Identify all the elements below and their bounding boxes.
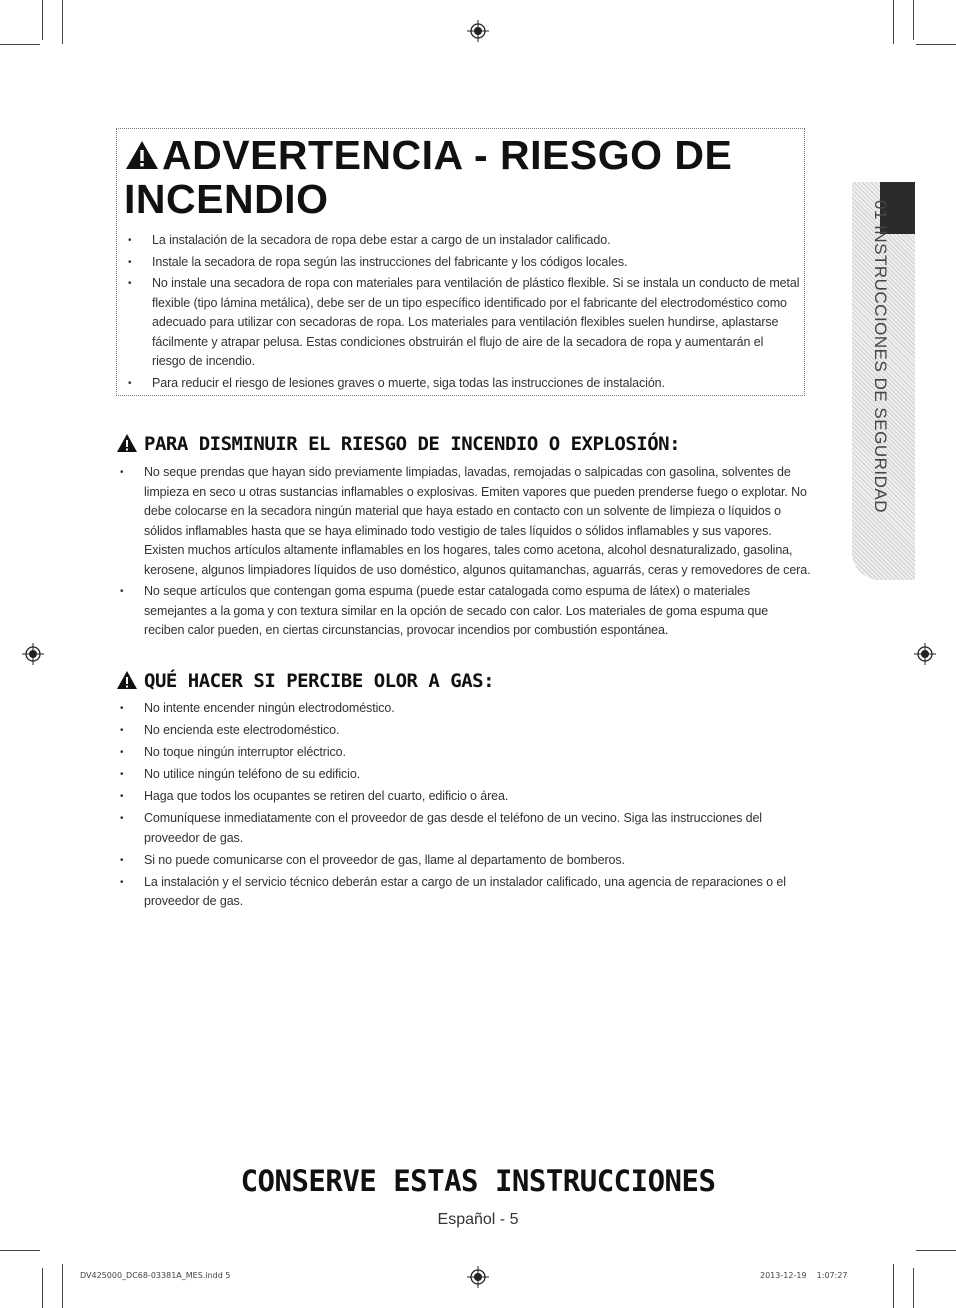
crop-mark: [42, 1268, 43, 1308]
crop-mark: [913, 0, 914, 40]
list-item: • La instalación y el servicio técnico deberán estar a cargo de un instalador calificado, una agencia de reparaciones o el proveedor de gas.: [116, 873, 786, 912]
warning-title-text: ADVERTENCIA - RIESGO DE INCENDIO: [124, 132, 733, 222]
crop-mark: [893, 1264, 894, 1308]
crop-mark: [0, 44, 40, 45]
list-item: • La instalación de la secadora de ropa debe estar a cargo de un instalador calificado.: [124, 231, 800, 251]
crop-mark: [916, 44, 956, 45]
section-title-explosion: [116, 432, 680, 456]
list-item: • Si no puede comunicarse con el proveedor de gas, llame al departamento de bomberos.: [116, 851, 786, 871]
section-title-text: PARA DISMINUIR EL RIESGO DE INCENDIO O EXPLOSIÓN:: [144, 433, 681, 455]
list-item: • No seque artículos que contengan goma espuma (puede estar catalogada como espuma de látex) o materiales semejantes a la goma y con textura similar en la opción de secado con calor. Los materiales de goma espuma que reciben calor pueden, en ciertas circunstancias, provocar incendios por combustión espontánea.: [116, 582, 811, 641]
crop-mark: [0, 1250, 40, 1251]
list-item: • No instale una secadora de ropa con materiales para ventilación de plástico flexible. Si se instala un conducto de metal flexible (tipo lámina metálica), debe ser de un tipo específico identificado por el fabricante del electrodoméstico como adecuado para utilizar con secadoras de ropa. Los materiales para ventilación flexibles suelen hundirse, aplastarse fácilmente y atrapar pelusa. Estas condiciones obstruirán el flujo de aire de la secadora de ropa y aumentarán el riesgo de incendio.: [124, 274, 800, 372]
gas-list: [116, 699, 786, 912]
section-title-gas: [116, 669, 494, 693]
list-item: • Haga que todos los ocupantes se retiren del cuarto, edificio o área.: [116, 787, 786, 807]
date-slug: 2013-12-19 1:07:27: [760, 1271, 848, 1280]
side-tab-label: 01 INSTRUCCIONES DE SEGURIDAD: [871, 200, 890, 513]
crop-mark: [62, 0, 63, 44]
list-item: • Para reducir el riesgo de lesiones graves o muerte, siga todas las instrucciones de instalación.: [124, 374, 800, 394]
explosion-list: [116, 463, 811, 641]
warning-triangle-icon: [124, 139, 160, 171]
warning-list: [124, 231, 800, 393]
list-item: • No encienda este electrodoméstico.: [116, 721, 786, 741]
registration-mark-icon: [467, 1266, 489, 1288]
warning-title: [124, 133, 794, 221]
list-item: • No utilice ningún teléfono de su edificio.: [116, 765, 786, 785]
crop-mark: [916, 1250, 956, 1251]
crop-mark: [913, 1268, 914, 1308]
list-item: • Instale la secadora de ropa según las instrucciones del fabricante y los códigos locales.: [124, 253, 800, 273]
list-item: • No seque prendas que hayan sido previamente limpiadas, lavadas, remojadas o salpicadas con gasolina, solventes de limpieza en seco u otras sustancias inflamables o explosivas. Emiten vapores que pueden prenderse fuego o explotar. No debe colocarse en la secadora ningún material que haya estado en contacto con un solvente de limpieza o líquidos o sólidos inflamables hasta que se haya eliminado todo vestigio de tales líquidos o sólidos inflamables y sus vapores. Existen muchos artículos altamente inflamables en los hogares, tales como acetona, alcohol desnaturalizado, gasolina, kerosene, algunos limpiadores líquidos de uso doméstico, algunos quitamanchas, aguarrás, ceras y removedores de cera.: [116, 463, 811, 580]
crop-mark: [893, 0, 894, 44]
warning-triangle-icon: [116, 670, 138, 690]
registration-mark-icon: [467, 20, 489, 42]
warning-triangle-icon: [116, 433, 138, 453]
section-title-text: QUÉ HACER SI PERCIBE OLOR A GAS:: [144, 670, 495, 692]
footer-title: CONSERVE ESTAS INSTRUCCIONES: [240, 1164, 716, 1198]
crop-mark: [42, 0, 43, 40]
list-item: • Comuníquese inmediatamente con el proveedor de gas desde el teléfono de un vecino. Siga las instrucciones del proveedor de gas.: [116, 809, 786, 848]
file-slug: DV425000_DC68-03381A_MES.indd 5: [80, 1271, 231, 1280]
crop-mark: [62, 1264, 63, 1308]
registration-mark-icon: [914, 643, 936, 665]
list-item: • No toque ningún interruptor eléctrico.: [116, 743, 786, 763]
registration-mark-icon: [22, 643, 44, 665]
list-item: • No intente encender ningún electrodoméstico.: [116, 699, 786, 719]
page-number: Español - 5: [437, 1211, 519, 1228]
